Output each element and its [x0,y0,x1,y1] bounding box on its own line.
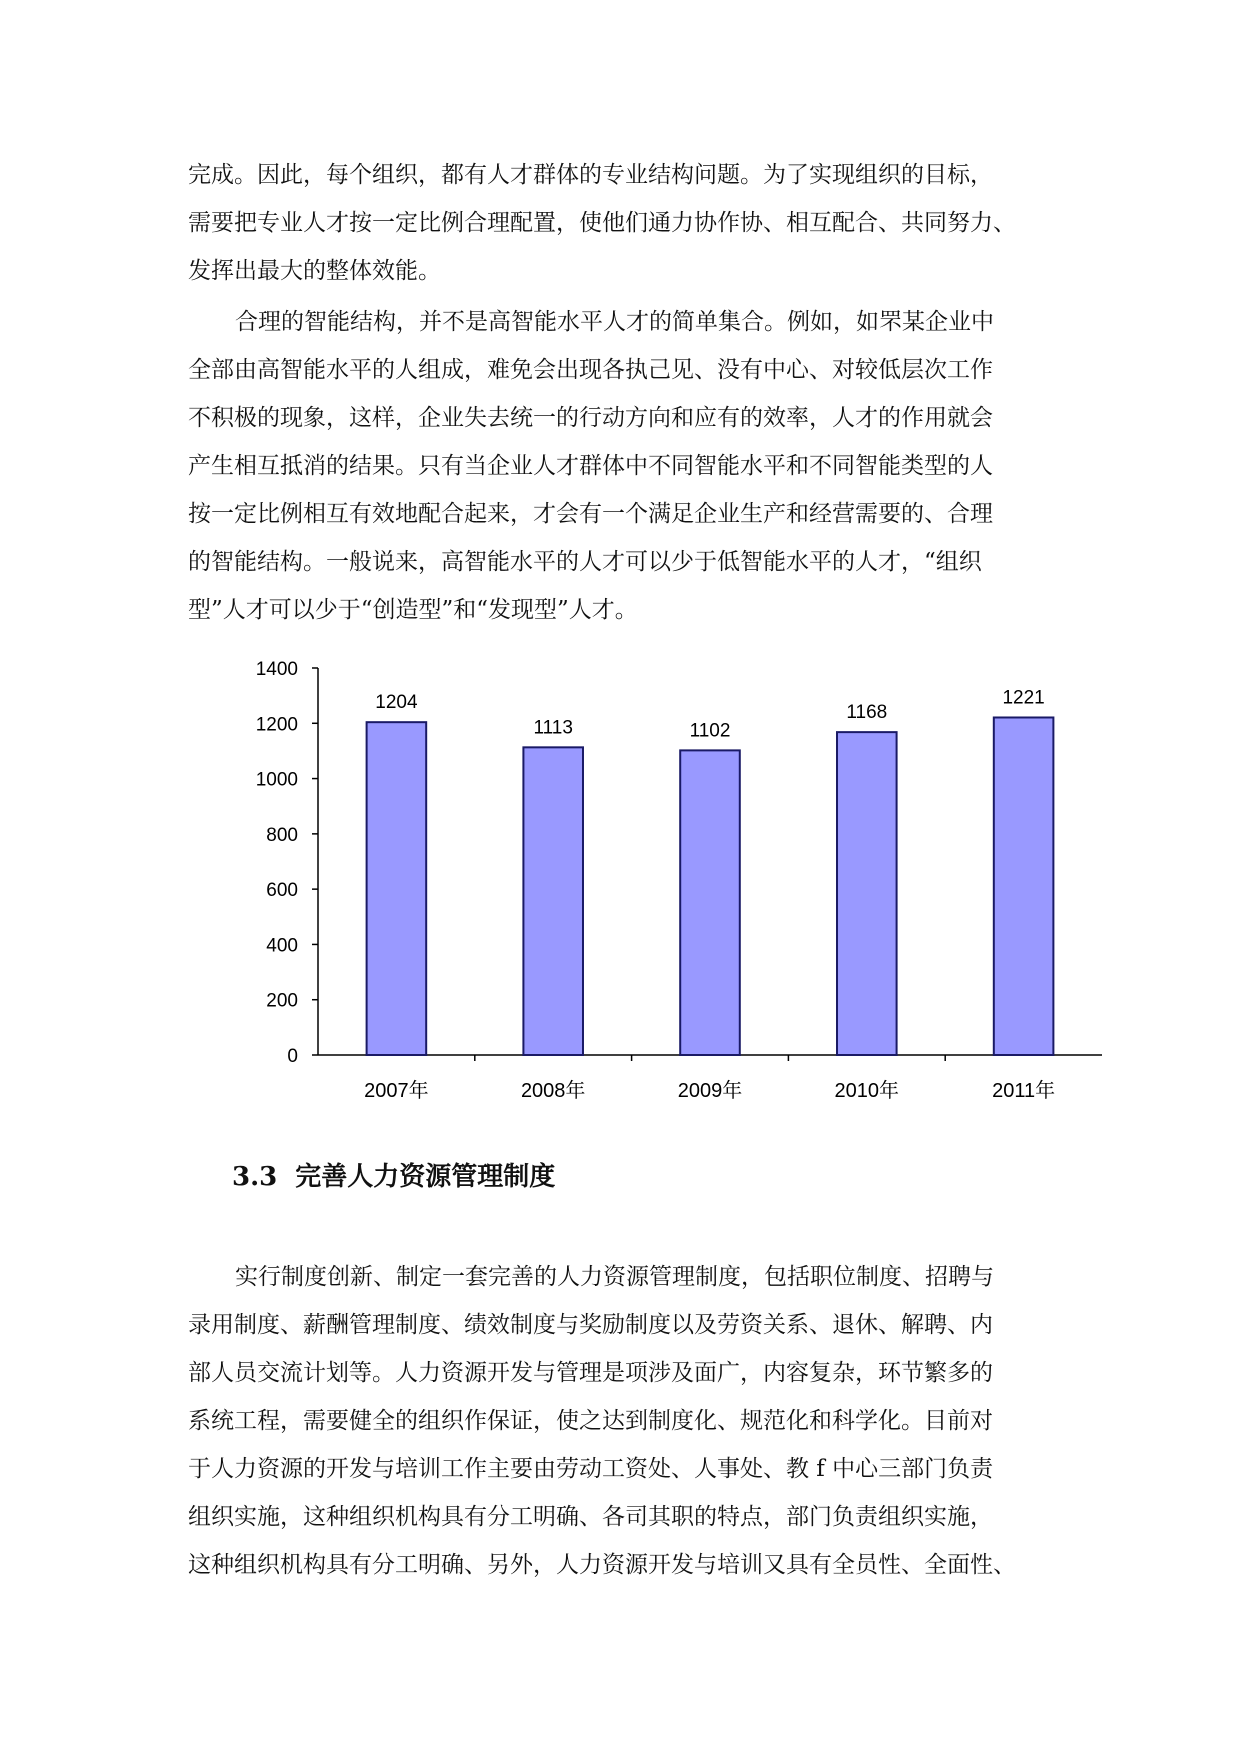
text-line: 型”人才可以少于“创造型”和“发现型”人才。 [188,597,638,623]
text-line: 完成。因此，每个组织，都有人才群体的专业结构问题。为了实现组织的目标， [188,162,993,188]
text-line: 这种组织机构具有分工明确、另外，人力资源开发与培训又具有全员性、全面性、 [188,1552,1016,1578]
y-tick-label: 1200 [255,714,298,736]
bar [523,747,583,1055]
text-line: 组织实施，这种组织机构具有分工明确、各司其职的特点，部门负责组织实施， [188,1504,993,1530]
data-label: 1221 [1002,687,1045,709]
bar [367,722,427,1055]
section-title: 完善人力资源管理制度 [295,1162,556,1192]
x-tick-label: 2008年 [520,1080,586,1102]
y-tick-label: 800 [266,824,298,846]
text-line: 全部由高智能水平的人组成，难免会出现各执己见、没有中心、对较低层次工作 [188,357,993,383]
section-number: 3.3 [232,1162,278,1192]
data-label: 1113 [533,717,573,739]
text-line: 部人员交流计划等。人力资源开发与管理是项涉及面广，内容复杂，环节繁多的 [188,1360,993,1386]
data-label: 1102 [689,720,731,742]
paragraph-1 [188,151,1088,295]
text-line: 系统工程，需要健全的组织作保证，使之达到制度化、规范化和科学化。目前对 [188,1408,993,1434]
x-tick-label: 2011年 [992,1080,1056,1102]
y-tick-label: 200 [266,990,298,1012]
y-tick-label: 1400 [255,659,298,680]
bar [837,732,897,1055]
y-tick-label: 0 [287,1046,298,1067]
text-line: 合理的智能结构，并不是高智能水平人才的简单集合。例如，如罘某企业中 [235,309,994,335]
paragraph-2 [188,298,1088,634]
text-line: 需要把专业人才按一定比例合理配置，使他们通力协作协、相互配合、共同努力、 [188,210,1016,236]
bar [680,750,740,1055]
text-line: 于人力资源的开发与培训工作主要由劳动工资处、人事处、教 f 中心三部门负责 [188,1456,994,1482]
text-line: 产生相互抵消的结果。只有当企业人才群体中不同智能水平和不同智能类型的人 [188,453,993,479]
y-tick-label: 600 [266,880,298,902]
data-label: 1168 [846,702,888,724]
x-tick-label: 2009年 [677,1080,743,1102]
text-line: 实行制度创新、制定一套完善的人力资源管理制度，包括职位制度、招聘与 [235,1264,994,1290]
section-heading [232,1157,555,1197]
data-label: 1204 [375,692,418,714]
paragraph-3 [188,1253,1088,1589]
y-tick-label: 1000 [255,769,298,791]
text-line: 录用制度、薪酬管理制度、绩效制度与奖励制度以及劳资关系、退休、解聘、内 [188,1312,993,1338]
x-tick-label: 2010年 [834,1080,900,1102]
y-tick-label: 400 [266,935,298,957]
x-tick-label: 2007年 [364,1080,429,1102]
bar [994,717,1054,1055]
text-line: 发挥出最大的整体效能。 [188,258,441,284]
text-line: 的智能结构。一般说来，高智能水平的人才可以少于低智能水平的人才，“组织 [188,549,982,575]
text-line: 按一定比例相互有效地配合起来，才会有一个满足企业生产和经营需要的、合理 [188,501,993,527]
text-line: 不积极的现象，这样，企业失去统一的行动方向和应有的效率，人才的作用就会 [188,405,993,431]
bar-chart [230,650,1110,1130]
